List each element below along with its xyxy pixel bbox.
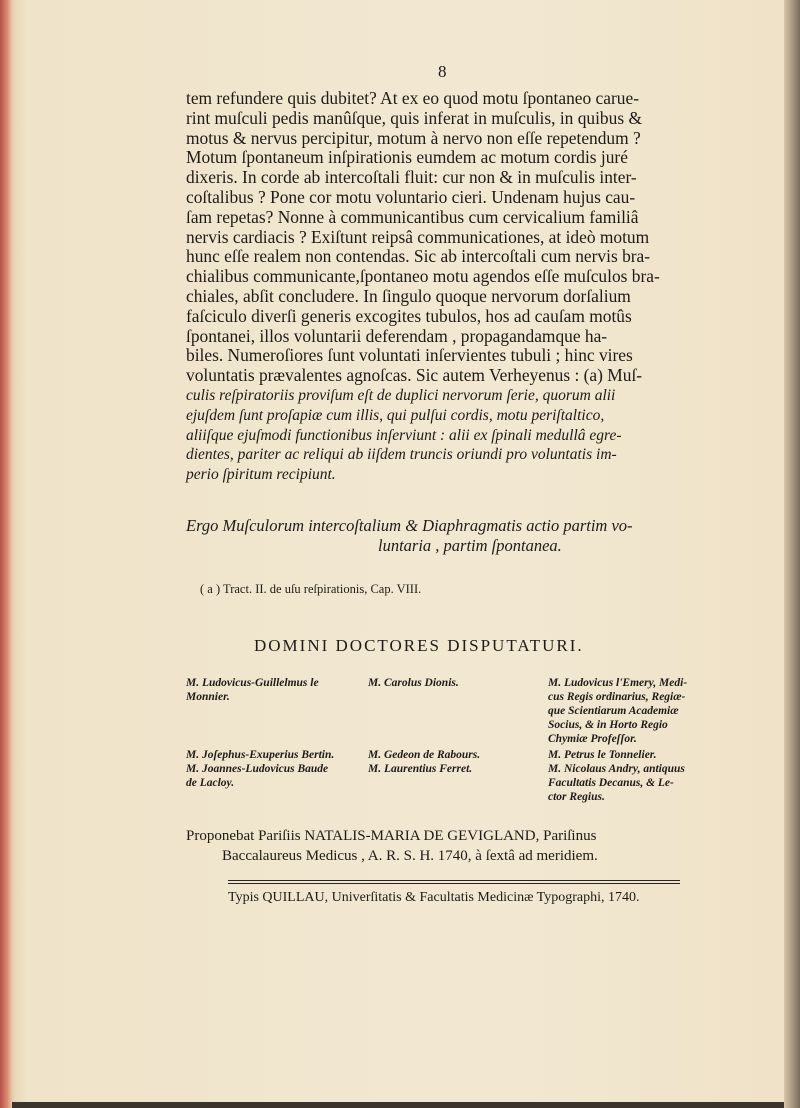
body-line: ſam repetas? Nonne à communicantibus cum cervicalium familiâ — [186, 206, 639, 227]
doctor-name-line: cus Regis ordinarius, Regiæ- — [548, 691, 686, 703]
printer-imprint: Typis QUILLAU, Univerſitatis & Facultatis Medicinæ Typographi, 1740. — [228, 890, 640, 905]
page-number: 8 — [438, 62, 447, 81]
body-line: tem refundere quis dubitet? At ex eo quod motu ſpontaneo caruе- — [186, 88, 639, 108]
body-line: Motum ſpontaneum inſpirationis eumdem ac motum cordis juré — [186, 147, 628, 168]
proponebat-line: Proponebat Pariſiis NATALIS-MARIA DE GEVIGLAND, Pariſinus — [186, 828, 597, 844]
doctor-list-col1-bottom — [186, 748, 334, 790]
body-line: faſciculo diverſi generis excogites tubulos, hos ad cauſam motûs — [186, 305, 632, 326]
doctor-name-line: M. Laurentius Ferret. — [368, 763, 473, 775]
conclusion-line: luntaria , partim ſpontanea. — [378, 536, 562, 555]
doctor-list-col2-bottom — [368, 748, 480, 776]
body-line: ſpontanei, illos voluntarii deferendam , propagandamque ha- — [186, 325, 608, 346]
body-line: biles. Numeroſiores ſunt voluntati inſervientes tubuli ; hinc vires — [186, 345, 633, 366]
footnote: ( a ) Tract. II. de uſu reſpirationis, Cap. VIII. — [200, 582, 422, 596]
quotation-line: ejuſdem ſunt proſapiæ cum illis, qui pulſui cordis, motu periſtaltico, — [186, 406, 605, 424]
doctor-name-line: Chymiæ Profeſſor. — [548, 733, 637, 745]
quotation-line: dientes, pariter ac reliqui ab iiſdem truncis oriundi pro voluntatis im- — [186, 446, 617, 464]
doctor-list-col3-bottom — [548, 748, 685, 804]
conclusion-line: Ergo Muſculorum intercoſtalium & Diaphragmatis actio partim vo- — [186, 516, 633, 535]
body-line: hunc eſſe realem non contendas. Sic ab intercoſtali cum nervis bra- — [186, 246, 651, 267]
doctor-list-col2-top — [368, 676, 459, 690]
doctor-name-line: M. Petrus le Tonnelier. — [548, 749, 657, 761]
body-line: dixeris. In corde ab intercoſtali fluit: cur non & in muſculis inter- — [186, 167, 637, 188]
body-line: chiales, abſit concludere. In ſingulo quoque nervorum dorſalium — [186, 286, 631, 306]
doctor-name-line: ctor Regius. — [548, 791, 605, 803]
body-line: motus & nervus percipitur, motum à nervo non eſſe repetendum ? — [186, 127, 641, 148]
doctor-name-line: que Scientiarum Academiæ — [548, 705, 679, 717]
doctor-name-line: de Lacloy. — [186, 777, 235, 789]
doctor-name-line: Socius, & in Horto Regio — [548, 719, 668, 731]
doctor-list-col1-top — [186, 676, 319, 704]
doctor-name-line: M. Joſephus-Exuperius Bertin. — [186, 749, 335, 761]
doctor-name-line: M. Ludovicus l'Emery, Medi- — [548, 677, 688, 689]
doctor-name-line: M. Carolus Dionis. — [368, 677, 459, 689]
printer-rule-bottom — [228, 883, 680, 884]
proponebat-line: Baccalaureus Medicus , A. R. S. H. 1740, à ſextâ ad meridiem. — [222, 848, 598, 864]
doctor-name-line: Facultatis Decanus, & Le- — [548, 777, 674, 789]
printer-rule-top — [228, 880, 680, 881]
doctor-name-line: M. Gedeon de Rabours. — [368, 749, 481, 761]
body-line: rint muſculi pedis manûſque, quis inferat in muſculis, in quibus & — [186, 107, 642, 128]
body-line: nervis cardiacis ? Exiſtunt reipsâ communicationes, at ideò motum — [186, 226, 650, 247]
book-binding-edge — [0, 0, 12, 1108]
page-right-edge — [784, 0, 800, 1108]
doctor-name-line: M. Nicolaus Andry, antiquus — [548, 763, 685, 775]
quotation-line: culis reſpiratoriis proviſum eſt de duplici nervorum ſerie, quorum alii — [186, 387, 616, 404]
body-line: coſtalibus ? Pone cor motu voluntario cieri. Undenam hujus cau- — [186, 187, 636, 207]
doctor-list-col3-top — [548, 676, 687, 746]
doctor-name-line: M. Joannes-Ludovicus Baude — [186, 763, 329, 775]
quotation-line: perio ſpiritum recipiunt. — [186, 466, 336, 484]
quotation-line: aliiſque ejuſmodi functionibus inſerviunt : alii ex ſpinali medullâ egre- — [186, 426, 622, 444]
doctors-heading: DOMINI DOCTORES DISPUTATURI. — [254, 636, 584, 655]
doctor-name-line: M. Ludovicus-Guillelmus le — [186, 677, 319, 689]
body-line: voluntatis prævalentes agnoſcas. Sic autem Verheyenus : (a) Muſ- — [186, 365, 643, 386]
doctor-name-line: Monnier. — [186, 691, 230, 703]
body-line: chialibus communicante,ſpontaneo motu agendos eſſe muſculos bra- — [186, 266, 660, 287]
